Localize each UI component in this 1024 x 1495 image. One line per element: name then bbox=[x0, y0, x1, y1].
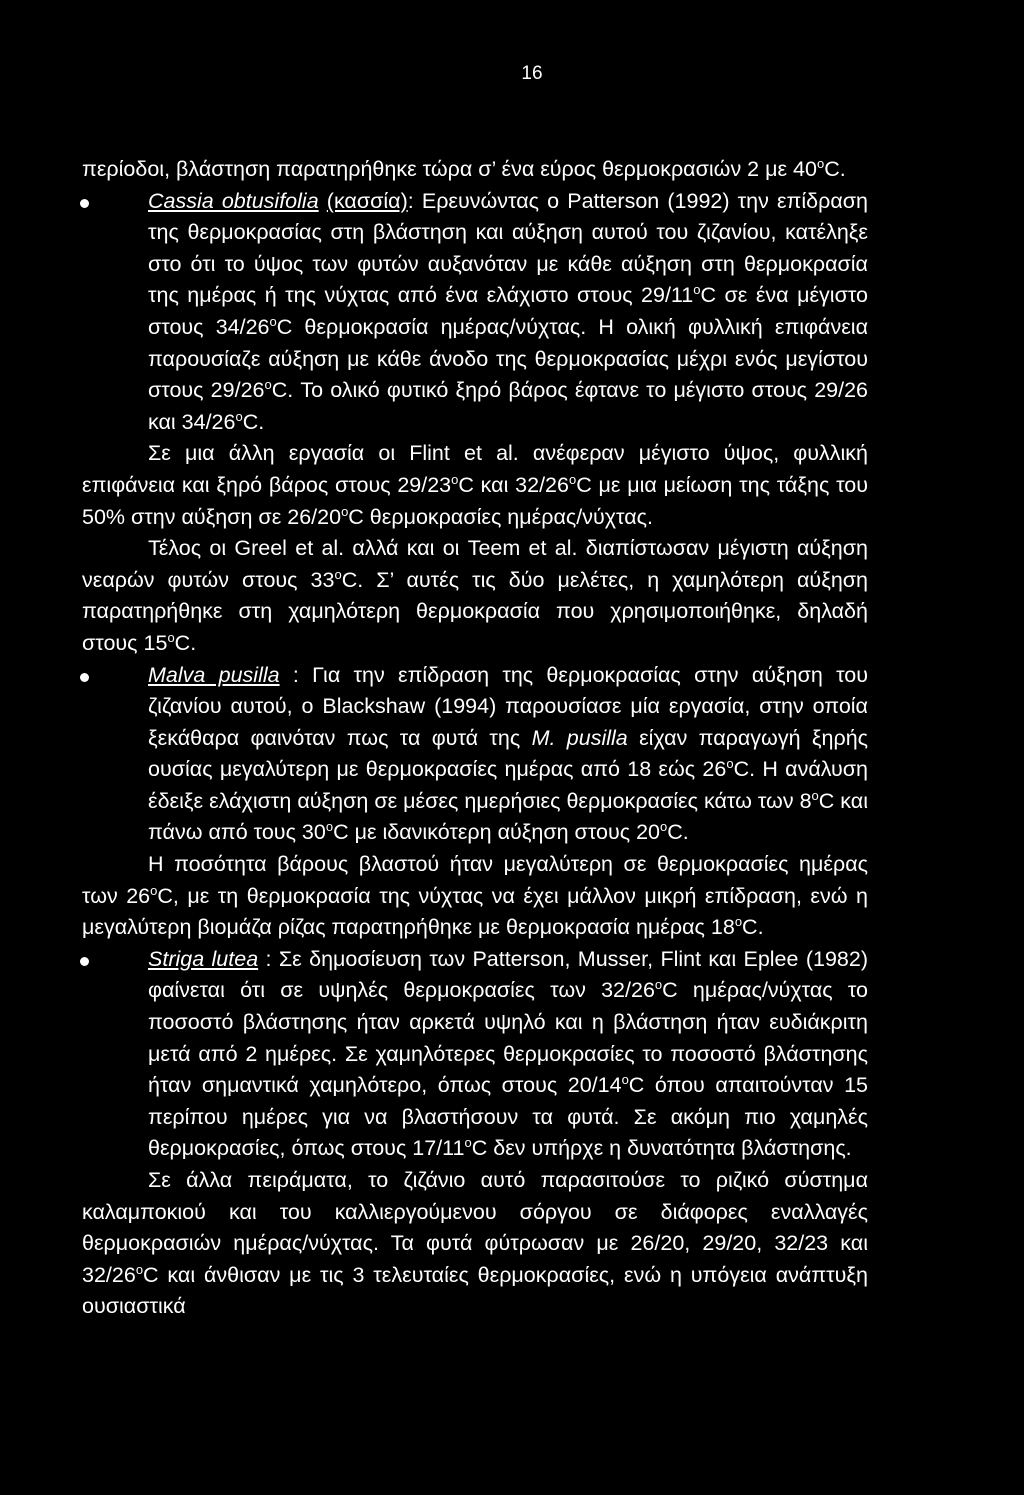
bullet-icon bbox=[80, 673, 89, 682]
paragraph-intro: περίοδοι, βλάστηση παρατηρήθηκε τώρα σ’ ένα εύρος θερμοκρασιών 2 με 40$^o$C. bbox=[82, 156, 846, 181]
species-cassia: Cassia obtusifolia bbox=[148, 188, 319, 213]
bullet-cassia: Cassia obtusifolia (κασσία): Ερευνώντας ο Patterson (1992) την επίδραση της θερμοκρασίας στη βλάστηση και αύξηση αυτού του ζιζανίου, κατέληξε στο ότι το ύψος των φυτών αυξανόταν με κάθε αύξηση στη θερμοκρασία της ημέρας ή της νύχτας από ένα ελάχιστο στους 29/11$^o$C σε ένα μέγιστο στους 34/26$^o$C θερμοκρασία ημέρας/νύχτας. Η ολική φυλλική επιφάνεια παρουσίαζε αύξηση με κάθε άνοδο της θερμοκρασίας μέχρι ενός μεγίστου στους 29/26$^o$C. Το ολικό φυτικό ξηρό βάρος έφτανε το μέγιστο στους 29/26 και 34/26$^o$C. bbox=[82, 186, 868, 439]
species-striga: Striga lutea bbox=[148, 946, 259, 971]
bullet-icon bbox=[80, 199, 89, 208]
bullet-icon bbox=[80, 957, 89, 966]
page-number: 16 bbox=[521, 63, 543, 84]
paragraph-other-experiments: Σε άλλα πειράματα, το ζιζάνιο αυτό παρασιτούσε το ριζικό σύστημα καλαμποκιού και του καλλιεργούμενου σόργου σε διάφορες εναλλαγές θερμοκρασιών ημέρας/νύχτας. Τα φυτά φύτρωσαν με 26/20, 29/20, 32/23 και 32/26$^o$C και άνθισαν με τις 3 τελευταίες θερμοκρασίες, ενώ η υπόγεια ανάπτυξη ουσιαστικά bbox=[82, 1168, 868, 1319]
document-body bbox=[82, 154, 868, 1323]
species-malva: Malva pusilla bbox=[148, 662, 280, 687]
bullet-striga: Striga lutea : Σε δημοσίευση των Patterson, Musser, Flint και Eplee (1982) φαίνεται ότι σε υψηλές θερμοκρασίες των 32/26$^o$C ημέρας/νύχτας το ποσοστό βλάστησης ήταν αρκετά υψηλό και η βλάστηση ήταν ευδιάκριτη μετά από 2 ημέρες. Σε χαμηλότερες θερμοκρασίες το ποσοστό βλάστησης ήταν σημαντικά χαμηλότερο, όπως στους 20/14$^o$C όπου απαιτούνταν 15 περίπου ημέρες για να βλαστήσουν τα φυτά. Σε ακόμη πιο χαμηλές θερμοκρασίες, όπως στους 17/11$^o$C δεν υπήρχε η δυνατότητα βλάστησης. bbox=[82, 944, 868, 1165]
paragraph-greel: Τέλος οι Greel et al. αλλά και οι Teem et al. διαπίστωσαν μέγιστη αύξηση νεαρών φυτών στους 33$^o$C. Σ’ αυτές τις δύο μελέτες, η χαμηλότερη αύξηση παρατηρήθηκε στη χαμηλότερη θερμοκρασία που χρησιμοποιήθηκε, δηλαδή στους 15$^o$C. bbox=[82, 536, 869, 655]
paragraph-quantity: Η ποσότητα βάρους βλαστού ήταν μεγαλύτερη σε θερμοκρασίες ημέρας των 26$^o$C, με τη θερμοκρασία της νύχτας να έχει μάλλον μικρή επίδραση, ενώ η μεγαλύτερη βιομάζα ρίζας παρατηρήθηκε με θερμοκρασία ημέρας 18$^o$C. bbox=[82, 852, 868, 940]
paragraph-flint: Σε μια άλλη εργασία οι Flint et al. ανέφεραν μέγιστο ύψος, φυλλική επιφάνεια και ξηρό βάρος στους 29/23$^o$C και 32/26$^o$C με μια μείωση της τάξης του 50% στην αύξηση σε 26/20$^o$C θερμοκρασίες ημέρας/νύχτας. bbox=[82, 441, 868, 529]
bullet-malva: Malva pusilla : Για την επίδραση της θερμοκρασίας στην αύξηση του ζιζανίου αυτού, ο Blackshaw (1994) παρουσίασε μία εργασία, στην οποία ξεκάθαρα φαινόταν πως τα φυτά της M. pusilla είχαν παραγωγή ξηρής ουσίας μεγαλύτερη με θερμοκρασίες ημέρας από 18 εώς 26$^o$C. Η ανάλυση έδειξε ελάχιστη αύξηση σε μέσες ημερήσιες θερμοκρασίες κάτω των 8$^o$C και πάνω από τους 30$^o$C με ιδανικότερη αύξηση στους 20$^o$C. bbox=[82, 660, 868, 850]
